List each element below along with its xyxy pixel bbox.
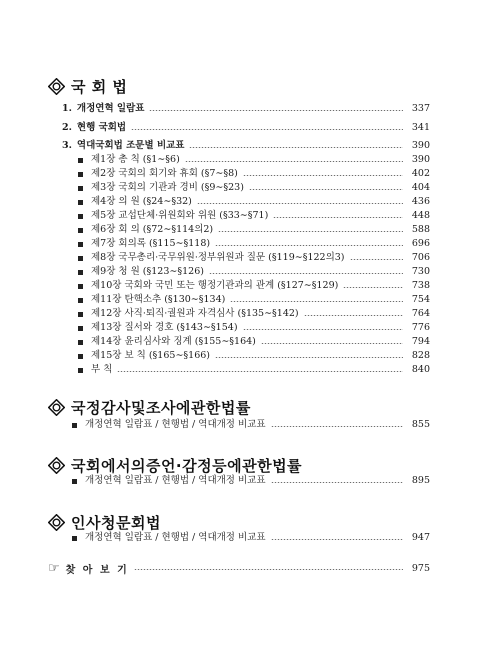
dot-leader xyxy=(273,217,403,218)
entry-label: 개정연혁 일람표 / 현행법 / 역대개정 비교표 xyxy=(85,475,266,486)
square-bullet-icon xyxy=(72,536,77,541)
chapter-entry[interactable] xyxy=(78,307,430,321)
page-number: 402 xyxy=(411,168,430,179)
section-title: 인사청문회법 xyxy=(71,514,161,532)
chapter-entry[interactable] xyxy=(78,195,430,209)
chapter-entry[interactable] xyxy=(78,335,430,349)
page-number: 776 xyxy=(411,322,430,333)
chapter-label: 제11장 탄핵소추 (§130∼§134) xyxy=(91,294,226,305)
page-number: 404 xyxy=(411,182,430,193)
chapter-entry[interactable] xyxy=(78,279,430,293)
dot-leader xyxy=(117,371,403,372)
chapter-entry[interactable] xyxy=(78,223,430,237)
square-bullet-icon xyxy=(78,256,83,261)
dot-leader xyxy=(149,110,403,111)
chapter-label: 부 칙 xyxy=(91,364,113,375)
page-number: 794 xyxy=(411,336,430,347)
dot-leader xyxy=(218,231,403,232)
page-number: 448 xyxy=(411,210,430,221)
chapter-label: 제5장 교섭단체·위원회와 위원 (§33∼§71) xyxy=(91,210,269,221)
chapter-entry[interactable] xyxy=(78,349,430,363)
entry-label: 현행 국회법 xyxy=(76,122,127,133)
dot-leader xyxy=(209,273,403,274)
diamond-ornament-icon xyxy=(48,78,65,95)
dot-leader xyxy=(271,482,403,483)
dot-leader xyxy=(304,315,403,316)
dot-leader xyxy=(215,357,403,358)
page-number: 588 xyxy=(411,224,430,235)
page-number: 738 xyxy=(411,280,430,291)
chapter-entry[interactable] xyxy=(78,209,430,223)
entry-label: 개정연혁 일람표 / 현행법 / 역대개정 비교표 xyxy=(85,532,266,543)
page-number: 341 xyxy=(411,122,430,133)
chapter-label: 제1장 총 칙 (§1∼§6) xyxy=(91,154,180,165)
page-number: 754 xyxy=(411,294,430,305)
chapter-entry[interactable] xyxy=(78,321,430,335)
square-bullet-icon xyxy=(78,158,83,163)
chapter-label: 제2장 국회의 회기와 휴회 (§7∼§8) xyxy=(91,168,238,179)
dot-leader xyxy=(350,259,403,260)
chapter-label: 제15장 보 칙 (§165∼§166) xyxy=(91,350,210,361)
chapter-label: 제12장 사직·퇴직·궐원과 자격심사 (§135∼§142) xyxy=(91,308,299,319)
index-label: 찾 아 보 기 xyxy=(65,564,129,576)
section-title: 국정감사및조사에관한법률 xyxy=(71,399,251,417)
entry-number: 1. xyxy=(62,103,72,114)
entry-number: 3. xyxy=(62,140,72,151)
dot-leader xyxy=(131,129,403,130)
chapter-label: 제14장 윤리심사와 징계 (§155∼§164) xyxy=(91,336,256,347)
entry-label: 개정연혁 일람표 / 현행법 / 역대개정 비교표 xyxy=(85,419,266,430)
chapter-entry[interactable] xyxy=(78,251,430,265)
section-heading-national-assembly-act xyxy=(48,76,127,97)
entry-label: 역대국회법 조문별 비교표 xyxy=(76,140,185,151)
entry-label: 개정연혁 일람표 xyxy=(76,103,145,114)
chapter-entry[interactable] xyxy=(78,153,430,167)
section-title: 국회에서의증언·감정등에관한법률 xyxy=(71,457,303,475)
square-bullet-icon xyxy=(78,200,83,205)
toc-entry[interactable] xyxy=(72,531,430,545)
dot-leader xyxy=(215,245,403,246)
diamond-ornament-icon xyxy=(48,399,65,416)
dot-leader xyxy=(261,343,403,344)
dot-leader xyxy=(189,147,403,148)
toc-entry[interactable] xyxy=(72,418,430,432)
section-title: 국 회 법 xyxy=(71,78,128,96)
page-number: 337 xyxy=(411,103,430,114)
page-number: 436 xyxy=(411,196,430,207)
page-number: 390 xyxy=(411,154,430,165)
dot-leader xyxy=(134,569,403,570)
chapter-label: 제9장 청 원 (§123∼§126) xyxy=(91,266,204,277)
chapter-entry[interactable] xyxy=(78,237,430,251)
dot-leader xyxy=(185,161,403,162)
square-bullet-icon xyxy=(78,186,83,191)
chapter-label: 제4장 의 원 (§24∼§32) xyxy=(91,196,192,207)
square-bullet-icon xyxy=(78,298,83,303)
square-bullet-icon xyxy=(78,340,83,345)
page-number: 840 xyxy=(411,364,430,375)
pointing-hand-icon: ☞ xyxy=(48,560,60,576)
toc-entry[interactable] xyxy=(62,102,430,116)
chapter-label: 제13장 질서와 경호 (§143∼§154) xyxy=(91,322,238,333)
dot-leader xyxy=(243,329,403,330)
square-bullet-icon xyxy=(78,326,83,331)
entry-number: 2. xyxy=(62,122,72,133)
square-bullet-icon xyxy=(78,284,83,289)
page-number: 764 xyxy=(411,308,430,319)
page-number: 390 xyxy=(411,140,430,151)
square-bullet-icon xyxy=(72,479,77,484)
toc-entry[interactable] xyxy=(62,139,430,153)
chapter-entry[interactable] xyxy=(78,265,430,279)
dot-leader xyxy=(249,189,403,190)
square-bullet-icon xyxy=(78,312,83,317)
square-bullet-icon xyxy=(78,214,83,219)
square-bullet-icon xyxy=(78,368,83,373)
square-bullet-icon xyxy=(78,242,83,247)
dot-leader xyxy=(230,301,403,302)
chapter-label: 제6장 회 의 (§72∼§114의2) xyxy=(91,224,214,235)
square-bullet-icon xyxy=(78,228,83,233)
chapter-label: 제7장 회의록 (§115∼§118) xyxy=(91,238,211,249)
page-number: 855 xyxy=(411,419,430,430)
dot-leader xyxy=(197,203,403,204)
square-bullet-icon xyxy=(78,354,83,359)
page-number: 696 xyxy=(411,238,430,249)
toc-entry[interactable] xyxy=(72,474,430,488)
diamond-ornament-icon xyxy=(48,457,65,474)
dot-leader xyxy=(271,426,403,427)
section-heading-personnel-hearing-act xyxy=(48,512,161,533)
chapter-entry[interactable] xyxy=(78,363,430,377)
chapter-label: 제10장 국회와 국민 또는 행정기관과의 관계 (§127∼§129) xyxy=(91,280,339,291)
page-number: 730 xyxy=(411,266,430,277)
page-number: 706 xyxy=(411,252,430,263)
diamond-ornament-icon xyxy=(48,514,65,531)
page-number: 975 xyxy=(411,562,430,574)
page-number: 828 xyxy=(411,350,430,361)
square-bullet-icon xyxy=(78,172,83,177)
chapter-entry[interactable] xyxy=(78,181,430,195)
page-number: 947 xyxy=(411,532,430,543)
section-heading-audit-investigation-act xyxy=(48,397,251,418)
dot-leader xyxy=(343,287,403,288)
chapter-label: 제3장 국회의 기관과 경비 (§9∼§23) xyxy=(91,182,244,193)
chapter-entry[interactable] xyxy=(78,293,430,307)
section-heading-testimony-act xyxy=(48,455,302,476)
index-entry[interactable] xyxy=(48,560,430,576)
square-bullet-icon xyxy=(72,423,77,428)
page-number: 895 xyxy=(411,475,430,486)
chapter-label: 제8장 국무총리·국무위원·정부위원과 질문 (§119∼§122의3) xyxy=(91,252,345,263)
dot-leader xyxy=(271,539,403,540)
toc-entry[interactable] xyxy=(62,121,430,135)
dot-leader xyxy=(243,175,403,176)
square-bullet-icon xyxy=(78,270,83,275)
chapter-entry[interactable] xyxy=(78,167,430,181)
